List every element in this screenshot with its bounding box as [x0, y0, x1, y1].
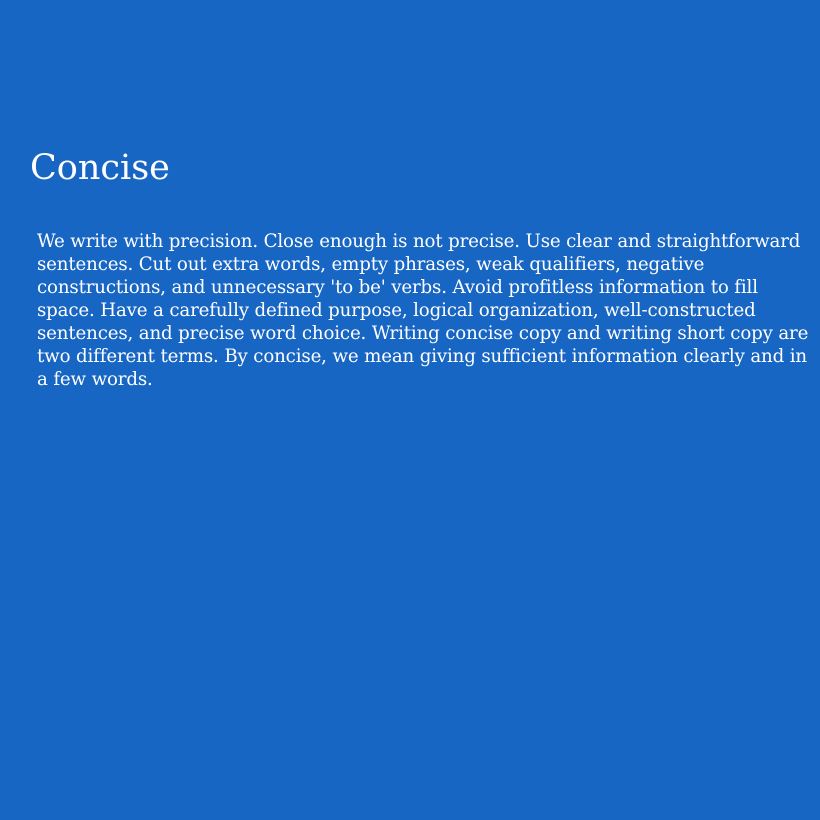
- slide-body-text: We write with precision. Close enough is not precise. Use clear and straightforward sentences. Cut out extra words, empty phrases, weak qualifiers, negative constructions, and unnecessary 'to be' verbs. Avoid profitless information to fill space. Have a carefully defined purpose, logical organization, well-constructed sentences, and precise word choice. Writing concise copy and writing short copy are two different terms. By concise, we mean giving sufficient information clearly and in a few words.: [37, 231, 809, 390]
- slide-title: Concise: [30, 148, 170, 188]
